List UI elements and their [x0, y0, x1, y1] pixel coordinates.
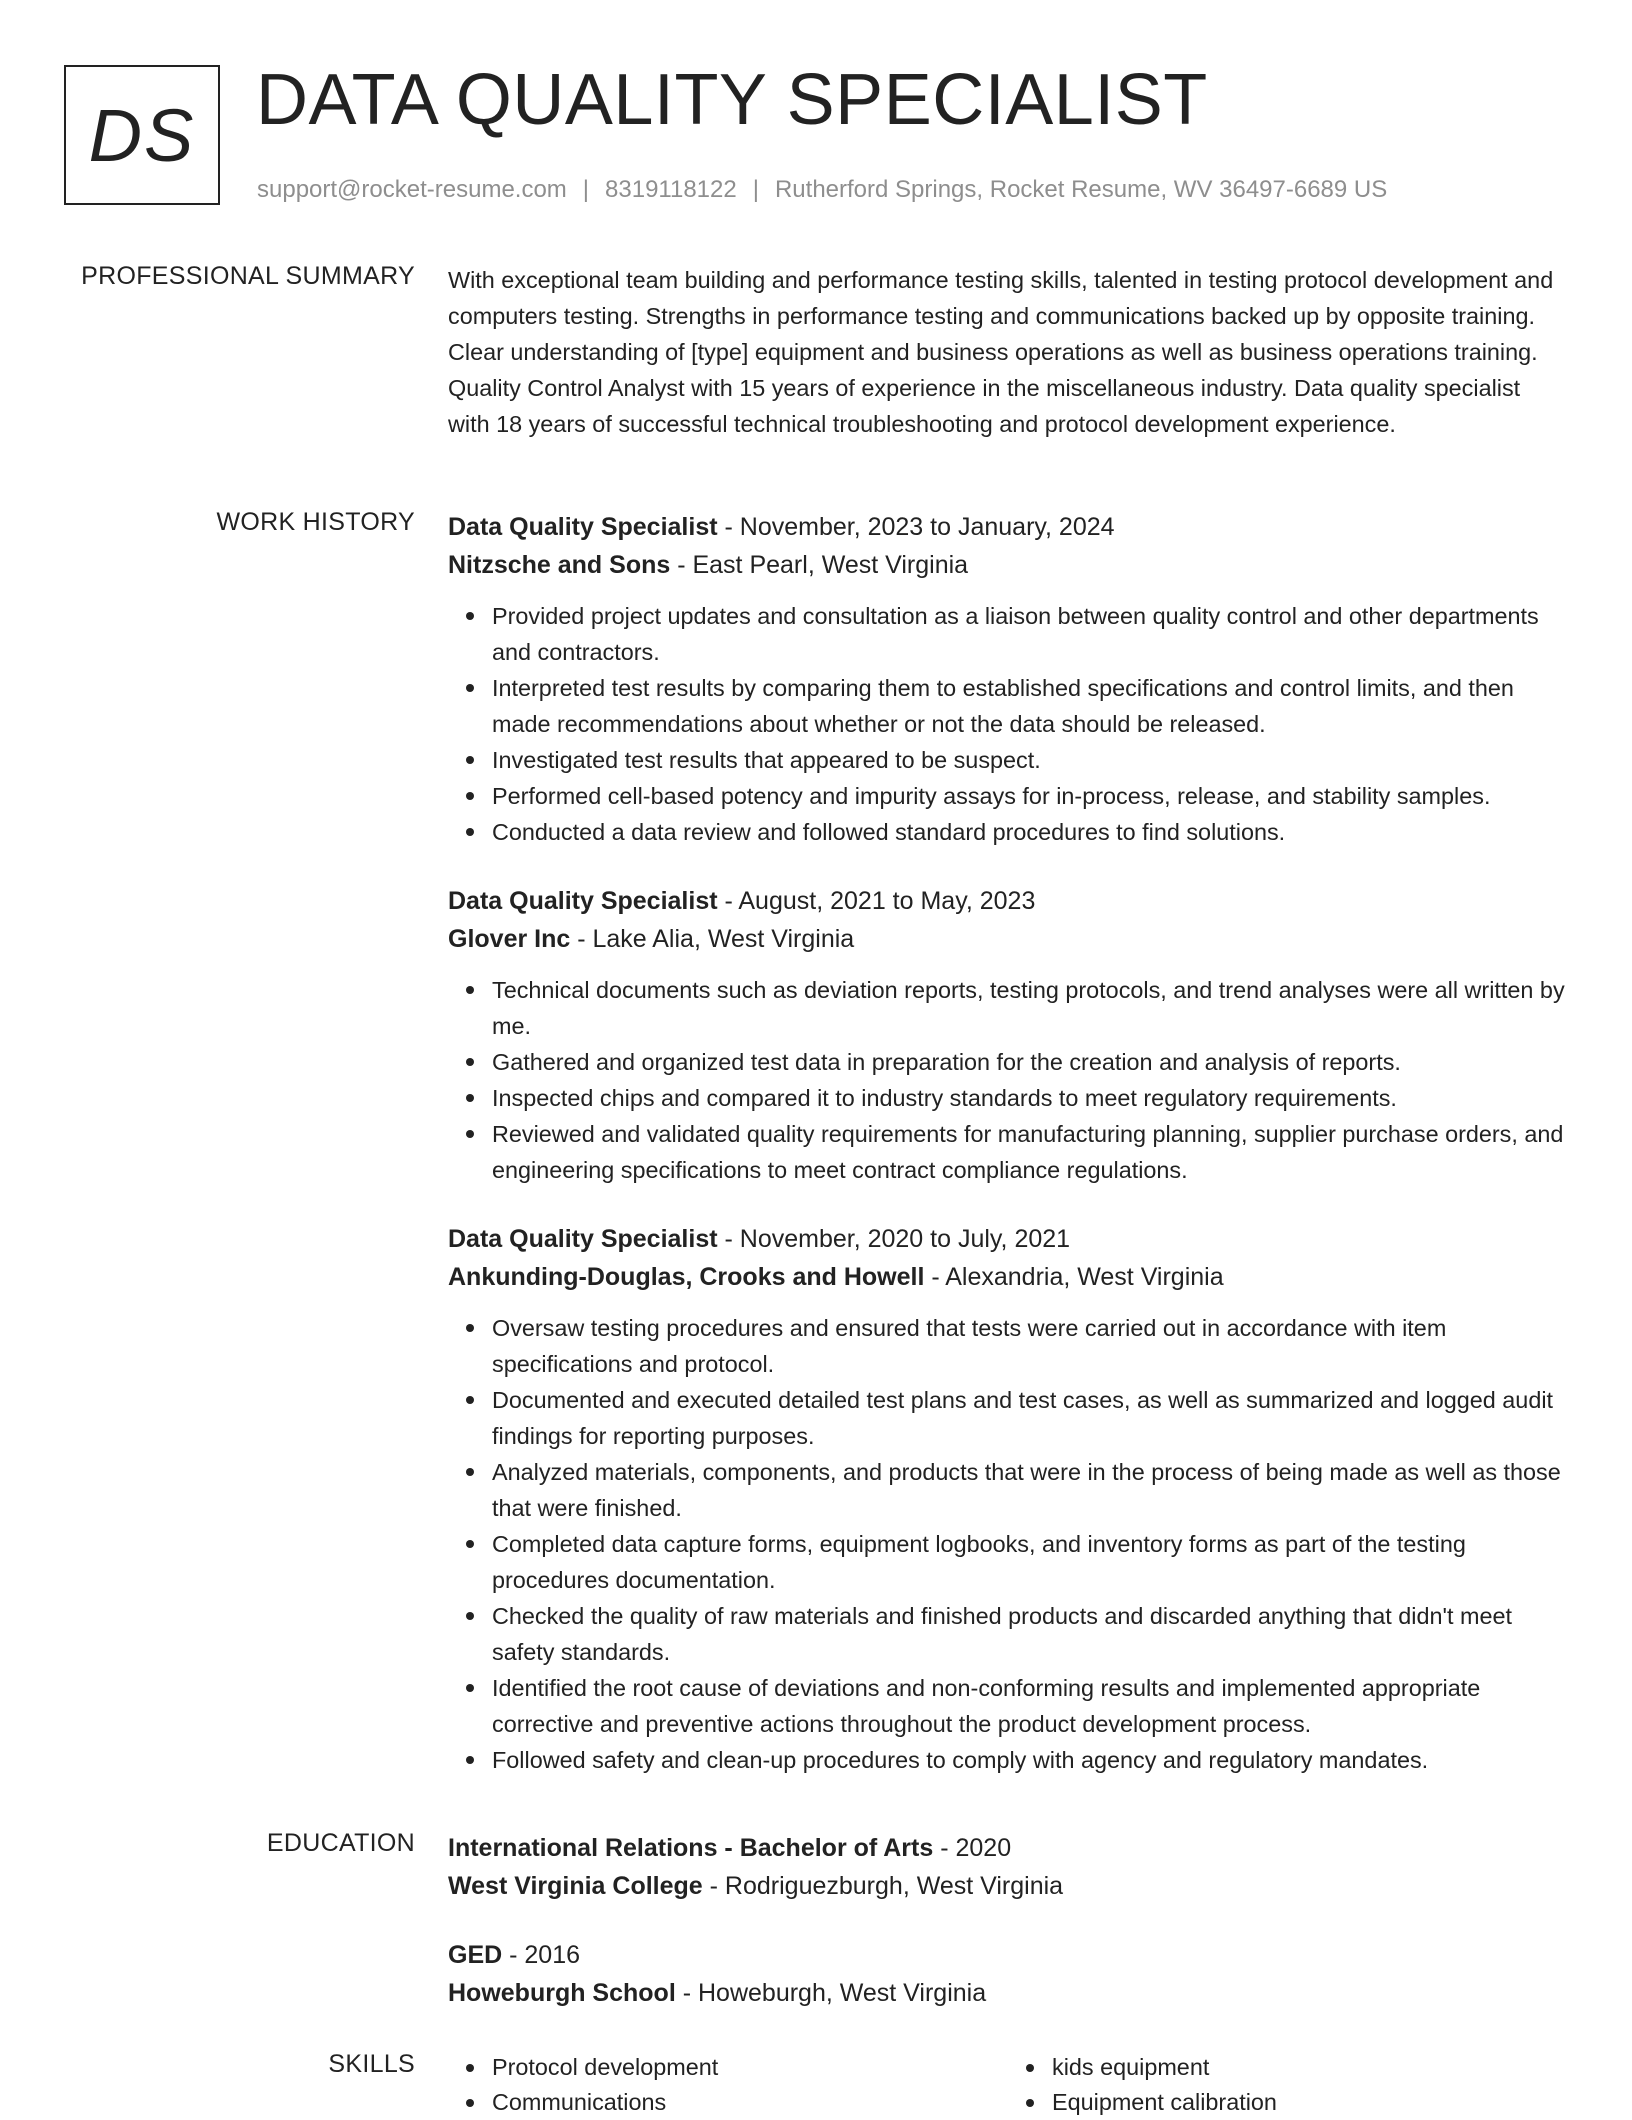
education-degree: International Relations - Bachelor of Arts: [448, 1834, 934, 1862]
summary-text: With exceptional team building and performance testing skills, talented in testing protocol development and computers testing. Strengths in performance testing and communications backed up by opposite training. Clear understanding of [type] equipment and business operations as well as business operations training. Quality Control Analyst with 15 years of experience in the miscellaneous industry. Data quality specialist with 18 years of successful technical troubleshooting and protocol development experience.: [448, 267, 1554, 437]
skill-item: kids equipment: [1052, 2050, 1568, 2085]
education-body: [448, 1829, 1568, 2043]
job-dates: - August, 2021 to May, 2023: [717, 887, 1036, 915]
education-location: - Rodriguezburgh, West Virginia: [702, 1872, 1064, 1900]
skills-columns: [448, 2050, 1568, 2120]
skills-list-left: [448, 2050, 1008, 2120]
education-location: - Howeburgh, West Virginia: [675, 1979, 987, 2007]
job-company: Glover Inc: [448, 925, 571, 953]
job-title-line: [448, 1220, 1568, 1258]
resume-title: DATA QUALITY SPECIALIST: [256, 60, 1208, 140]
education-degree-line: [448, 1829, 1568, 1867]
contact-phone: 8319118122: [605, 176, 737, 203]
job-company-line: [448, 920, 1568, 958]
job-title-line: [448, 508, 1568, 546]
summary-body: [448, 262, 1568, 442]
contact-email: support@rocket-resume.com: [257, 176, 567, 203]
job-location: - East Pearl, West Virginia: [670, 551, 969, 579]
job-bullet: Analyzed materials, components, and products that were in the process of being made as well as those that were finished.: [492, 1454, 1568, 1526]
job-bullets: [448, 1310, 1568, 1778]
job-entry: [448, 508, 1568, 850]
contact-separator: |: [582, 176, 590, 203]
job-bullet: Inspected chips and compared it to industry standards to meet regulatory requirements.: [492, 1080, 1568, 1116]
job-bullet: Checked the quality of raw materials and finished products and discarded anything that didn't meet safety standards.: [492, 1598, 1568, 1670]
job-dates: - November, 2020 to July, 2021: [717, 1225, 1071, 1253]
job-dates: - November, 2023 to January, 2024: [717, 513, 1115, 541]
job-bullet: Reviewed and validated quality requirements for manufacturing planning, supplier purchase orders, and engineering specifications to meet contract compliance regulations.: [492, 1116, 1568, 1188]
section-heading-skills: SKILLS: [328, 2050, 415, 2078]
skills-list-right: [1008, 2050, 1568, 2120]
skill-item: Equipment calibration: [1052, 2085, 1568, 2120]
section-heading-education: EDUCATION: [266, 1829, 415, 1857]
education-entry: [448, 1829, 1568, 1905]
job-company: Ankunding-Douglas, Crooks and Howell: [448, 1263, 925, 1291]
job-title: Data Quality Specialist: [448, 887, 718, 915]
education-school: Howeburgh School: [448, 1979, 676, 2007]
skills-body: [448, 2050, 1568, 2120]
contact-line: [257, 176, 1387, 204]
job-title: Data Quality Specialist: [448, 513, 718, 541]
skill-item: Protocol development: [492, 2050, 1008, 2085]
education-degree: GED: [448, 1941, 503, 1969]
skill-item: Communications: [492, 2085, 1008, 2120]
job-location: - Alexandria, West Virginia: [924, 1263, 1224, 1291]
job-company-line: [448, 1258, 1568, 1296]
job-bullet: Followed safety and clean-up procedures to comply with agency and regulatory mandates.: [492, 1742, 1568, 1778]
resume-header: [64, 60, 1584, 215]
job-bullet: Oversaw testing procedures and ensured that tests were carried out in accordance with item specifications and protocol.: [492, 1310, 1568, 1382]
job-bullet: Completed data capture forms, equipment logbooks, and inventory forms as part of the testing procedures documentation.: [492, 1526, 1568, 1598]
job-bullet: Conducted a data review and followed standard procedures to find solutions.: [492, 814, 1568, 850]
job-bullet: Interpreted test results by comparing them to established specifications and control limits, and then made recommendations about whether or not the data should be released.: [492, 670, 1568, 742]
education-year: - 2020: [933, 1834, 1012, 1862]
job-bullets: [448, 972, 1568, 1188]
section-heading-work-history: WORK HISTORY: [216, 508, 415, 536]
job-bullet: Provided project updates and consultation as a liaison between quality control and other departments and contractors.: [492, 598, 1568, 670]
education-school-line: [448, 1867, 1568, 1905]
job-entry: [448, 882, 1568, 1188]
job-bullet: Investigated test results that appeared to be suspect.: [492, 742, 1568, 778]
job-bullet: Identified the root cause of deviations and non-conforming results and implemented appropriate corrective and preventive actions throughout the product development process.: [492, 1670, 1568, 1742]
section-heading-summary: PROFESSIONAL SUMMARY: [81, 262, 415, 290]
contact-address: Rutherford Springs, Rocket Resume, WV 36497-6689 US: [774, 176, 1388, 203]
job-bullet: Performed cell-based potency and impurity assays for in-process, release, and stability samples.: [492, 778, 1568, 814]
job-bullets: [448, 598, 1568, 850]
education-entry: [448, 1936, 1568, 2012]
job-company: Nitzsche and Sons: [448, 551, 671, 579]
job-company-line: [448, 546, 1568, 584]
monogram-box: DS: [64, 65, 220, 205]
education-school: West Virginia College: [448, 1872, 703, 1900]
job-title: Data Quality Specialist: [448, 1225, 718, 1253]
education-school-line: [448, 1974, 1568, 2012]
work-history-body: [448, 508, 1568, 1810]
contact-separator: |: [752, 176, 759, 203]
job-bullet: Documented and executed detailed test plans and test cases, as well as summarized and logged audit findings for reporting purposes.: [492, 1382, 1568, 1454]
job-bullet: Technical documents such as deviation reports, testing protocols, and trend analyses were all written by me.: [492, 972, 1568, 1044]
job-location: - Lake Alia, West Virginia: [570, 925, 855, 953]
job-bullet: Gathered and organized test data in preparation for the creation and analysis of reports.: [492, 1044, 1568, 1080]
job-entry: [448, 1220, 1568, 1778]
job-title-line: [448, 882, 1568, 920]
education-year: - 2016: [502, 1941, 581, 1969]
education-degree-line: [448, 1936, 1568, 1974]
